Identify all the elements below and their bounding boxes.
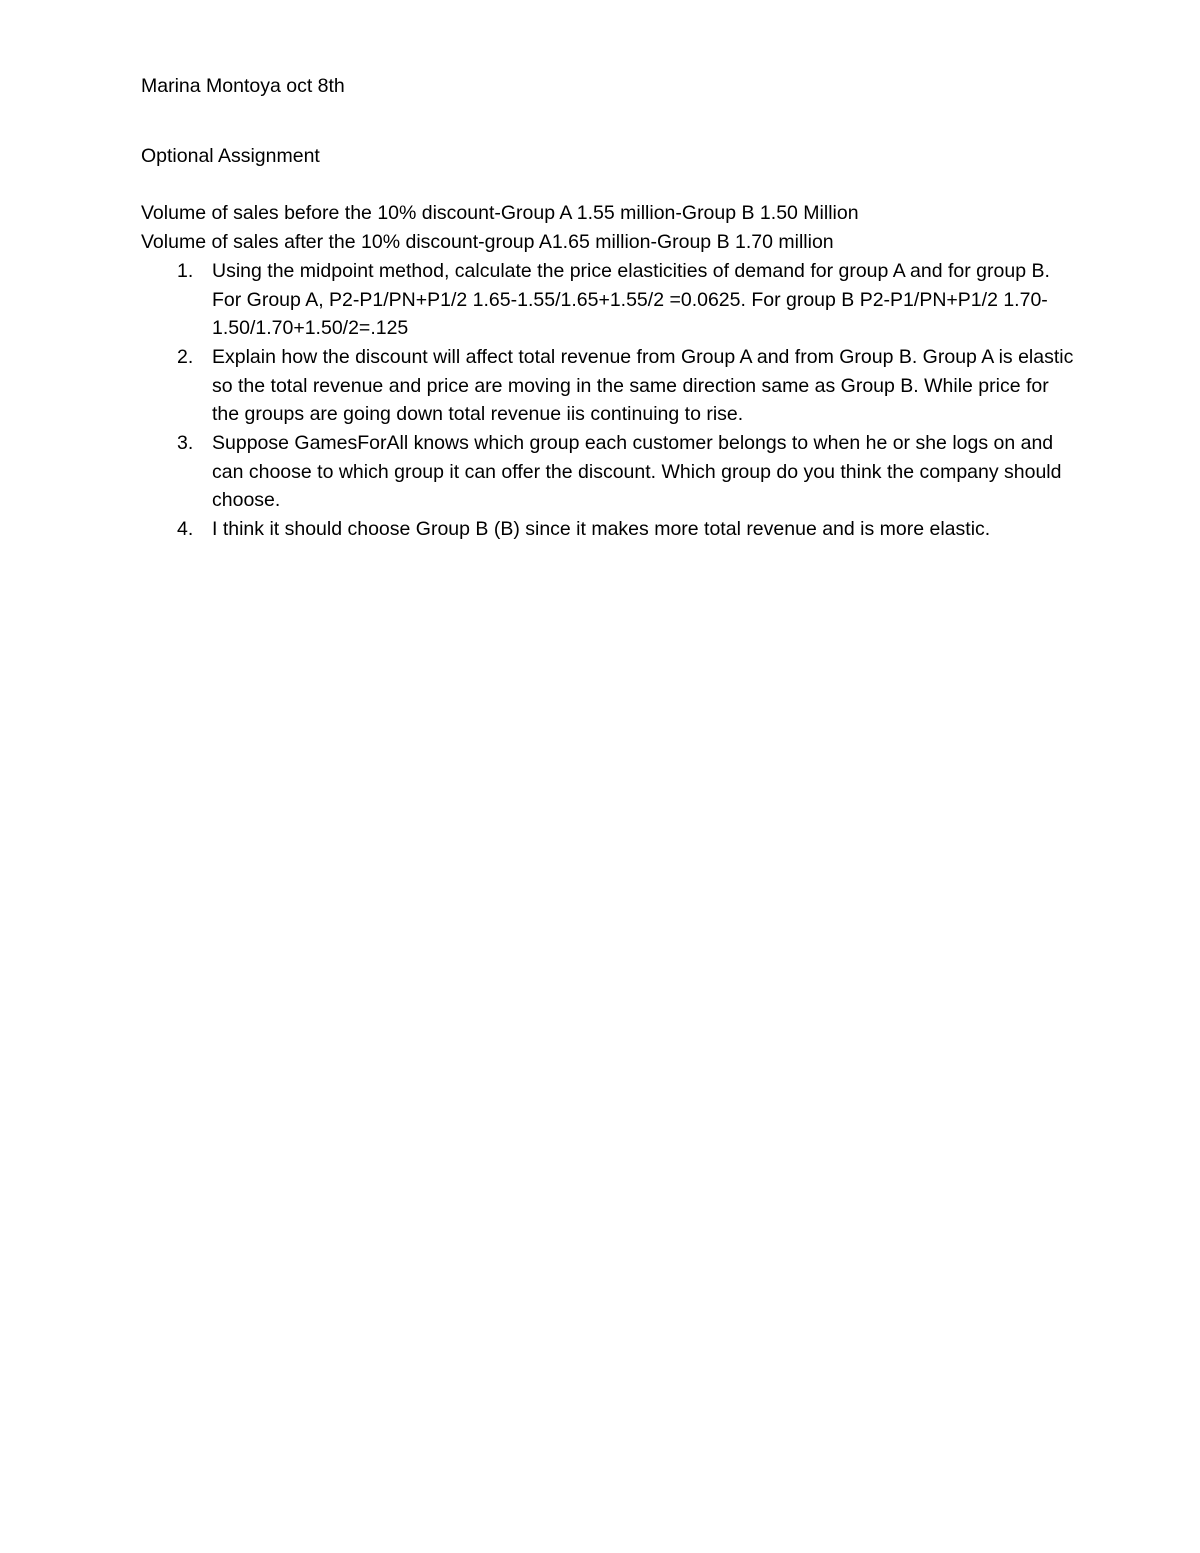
question-number: 2. [177,345,194,368]
question-text: Suppose GamesForAll knows which group each customer belongs to when he or she logs on and can choose to which group it can offer the discount. Which group do you think the company should choose. [212,432,1062,512]
question-text: Using the midpoint method, calculate the price elasticities of demand for group A and for group B. For Group A, P2-P1/PN+P1/2 1.65-1.55/1.65+1.55/2 =0.0625. For group B P2-P1/PN+P1/2 1.70-1.50/1.70+1.50/2=.125 [212,259,1050,340]
sales-volume-section [141,199,1081,256]
question-text: Explain how the discount will affect total revenue from Group A and from Group B. Group A is elastic so the total revenue and price are moving in the same direction same as Group B. While price for the groups are going down total revenue iis continuing to rise. [212,345,1074,426]
question-number: 1. [177,259,194,282]
question-list [141,257,1081,544]
assignment-title: Optional Assignment [141,144,320,167]
volume-after-line: Volume of sales after the 10% discount-group A1.65 million-Group B 1.70 million [141,231,834,254]
question-text: I think it should choose Group B (B) since it makes more total revenue and is more elastic. [212,518,991,541]
question-item-1 [141,257,1081,343]
question-item-4 [141,515,1081,544]
document-body [141,72,1081,544]
question-item-3 [141,429,1081,515]
volume-before-line: Volume of sales before the 10% discount-Group A 1.55 million-Group B 1.50 Million [141,202,859,225]
question-number: 4. [177,518,194,541]
question-number: 3. [177,432,194,455]
question-item-2 [141,343,1081,429]
author-line: Marina Montoya oct 8th [141,75,345,97]
